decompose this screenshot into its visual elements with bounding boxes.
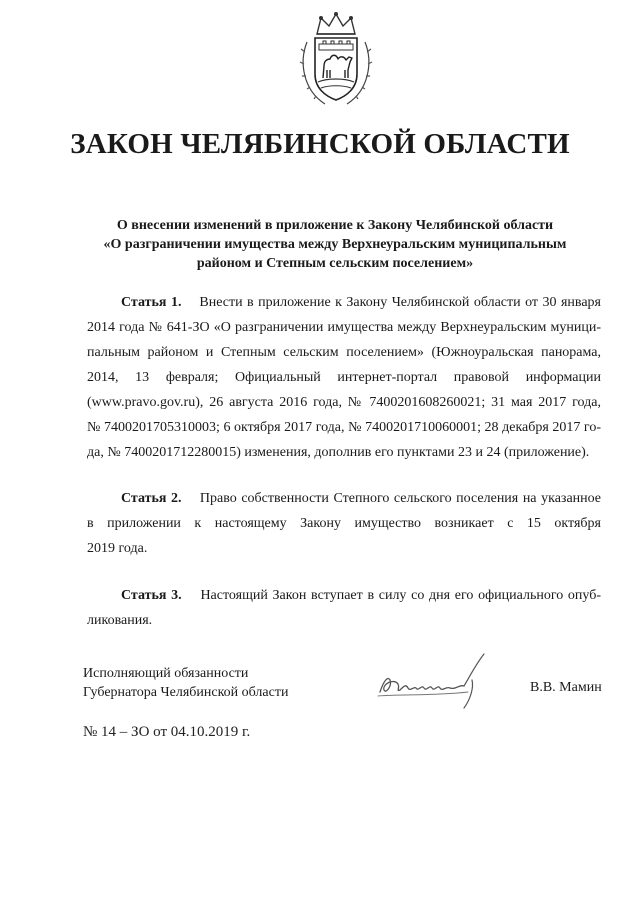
article-3 (87, 583, 601, 633)
signer-name: В.В. Мамин (530, 680, 602, 695)
coat-of-arms-emblem (297, 12, 375, 110)
article-label: Статья 1. (121, 295, 182, 310)
article-1 (87, 290, 601, 465)
article-text-line: 2014, 13 февраля; Официальный интернет-портал правовой информации (87, 370, 601, 385)
law-title: ЗАКОН ЧЕЛЯБИНСКОЙ ОБЛАСТИ (70, 128, 570, 160)
article-text-line: (www.pravo.gov.ru), 26 августа 2016 года, № 7400201608260021; 31 мая 2017 года, (87, 395, 601, 410)
subtitle-line: О внесении изменений в приложение к Закону Челябинской области (116, 218, 554, 233)
article-2 (87, 486, 601, 561)
article-text-line: Внести в приложение к Закону Челябинской области от 30 января (199, 295, 601, 310)
article-text-line: 2014 года № 641-ЗО «О разграничении имущества между Верхнеуральским муници- (87, 320, 601, 335)
subtitle-line: районом и Степным сельским поселением» (196, 256, 474, 271)
law-number: № 14 – ЗО от 04.10.2019 г. (83, 724, 251, 740)
position-line: Исполняющий обязанности (83, 666, 249, 681)
article-label: Статья 3. (121, 588, 182, 603)
article-text-line: в приложении к настоящему Закону имущество возникает с 15 октября (87, 516, 601, 531)
article-text-line: Настоящий Закон вступает в силу со дня его официального опуб- (200, 588, 602, 603)
article-label: Статья 2. (121, 491, 182, 506)
article-text-line: Право собственности Степного сельского поселения на указанное (199, 491, 602, 506)
subtitle-line: «О разграничении имущества между Верхнеуральским муниципальным (103, 237, 567, 252)
article-text-line: пальным районом и Степным сельским поселением» (Южноуральская панорама, (87, 345, 601, 360)
signatory-position (83, 664, 288, 702)
article-text-line: ликования. (87, 613, 153, 628)
handwritten-signature-icon (372, 650, 500, 710)
article-text-line: да, № 7400201712280015) изменения, дополнив его пунктами 23 и 24 (приложение). (87, 445, 590, 460)
position-line: Губернатора Челябинской области (83, 685, 289, 700)
article-text-line: № 7400201705310003; 6 октября 2017 года, № 7400201710060001; 28 декабря 2017 го- (87, 420, 601, 435)
article-text-line: 2019 года. (87, 541, 148, 556)
law-subtitle (80, 216, 590, 273)
